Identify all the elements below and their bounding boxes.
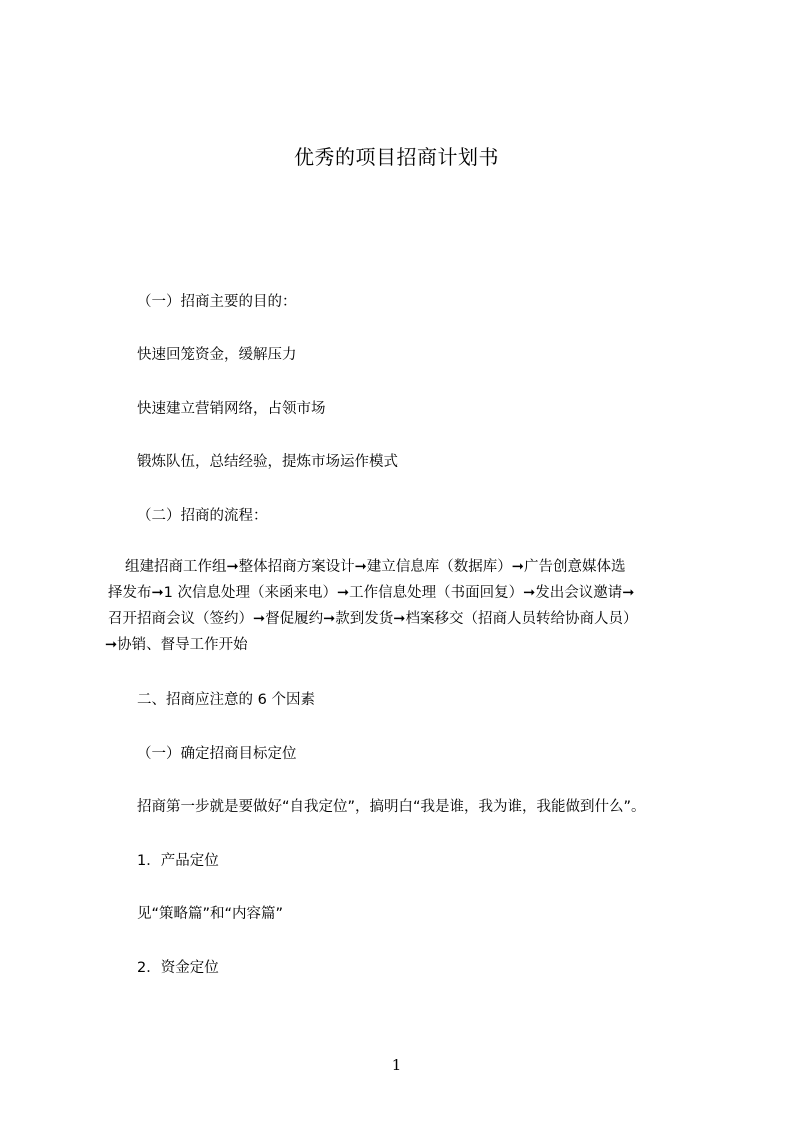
process-flow-line-2: 择发布➞1 次信息处理（来函来电）➞工作信息处理（书面回复）➞发出会议邀请➞: [108, 585, 635, 601]
heading-capital-positioning: 2．资金定位: [137, 960, 219, 976]
process-flow-paragraph: [105, 554, 705, 658]
purpose-item-2: 快速建立营销网络，占领市场: [137, 401, 326, 417]
purpose-item-3: 锻炼队伍，总结经验，提炼市场运作模式: [137, 454, 398, 470]
positioning-paragraph: 招商第一步就是要做好“自我定位”，搞明白“我是谁，我为谁，我能做到什么”。: [137, 799, 646, 815]
purpose-item-1: 快速回笼资金，缓解压力: [137, 347, 297, 363]
heading-process: （二）招商的流程：: [137, 508, 268, 524]
process-flow-line-1: 组建招商工作组➞整体招商方案设计➞建立信息库（数据库）➞广告创意媒体选: [125, 559, 626, 575]
heading-purpose: （一）招商主要的目的：: [137, 294, 297, 310]
heading-product-positioning: 1．产品定位: [137, 853, 219, 869]
process-flow-line-3: 召开招商会议（签约）➞督促履约➞款到发货➞档案移交（招商人员转给协商人员）: [108, 611, 638, 627]
heading-target-positioning: （一）确定招商目标定位: [137, 746, 297, 762]
process-flow-line-4: ➞协销、督导工作开始: [105, 637, 248, 653]
product-positioning-note: 见“策略篇”和“内容篇”: [137, 906, 284, 922]
document-title: 优秀的项目招商计划书: [294, 145, 499, 169]
page-number: 1: [391, 1056, 402, 1074]
heading-six-factors: 二、招商应注意的 6 个因素: [137, 692, 315, 708]
